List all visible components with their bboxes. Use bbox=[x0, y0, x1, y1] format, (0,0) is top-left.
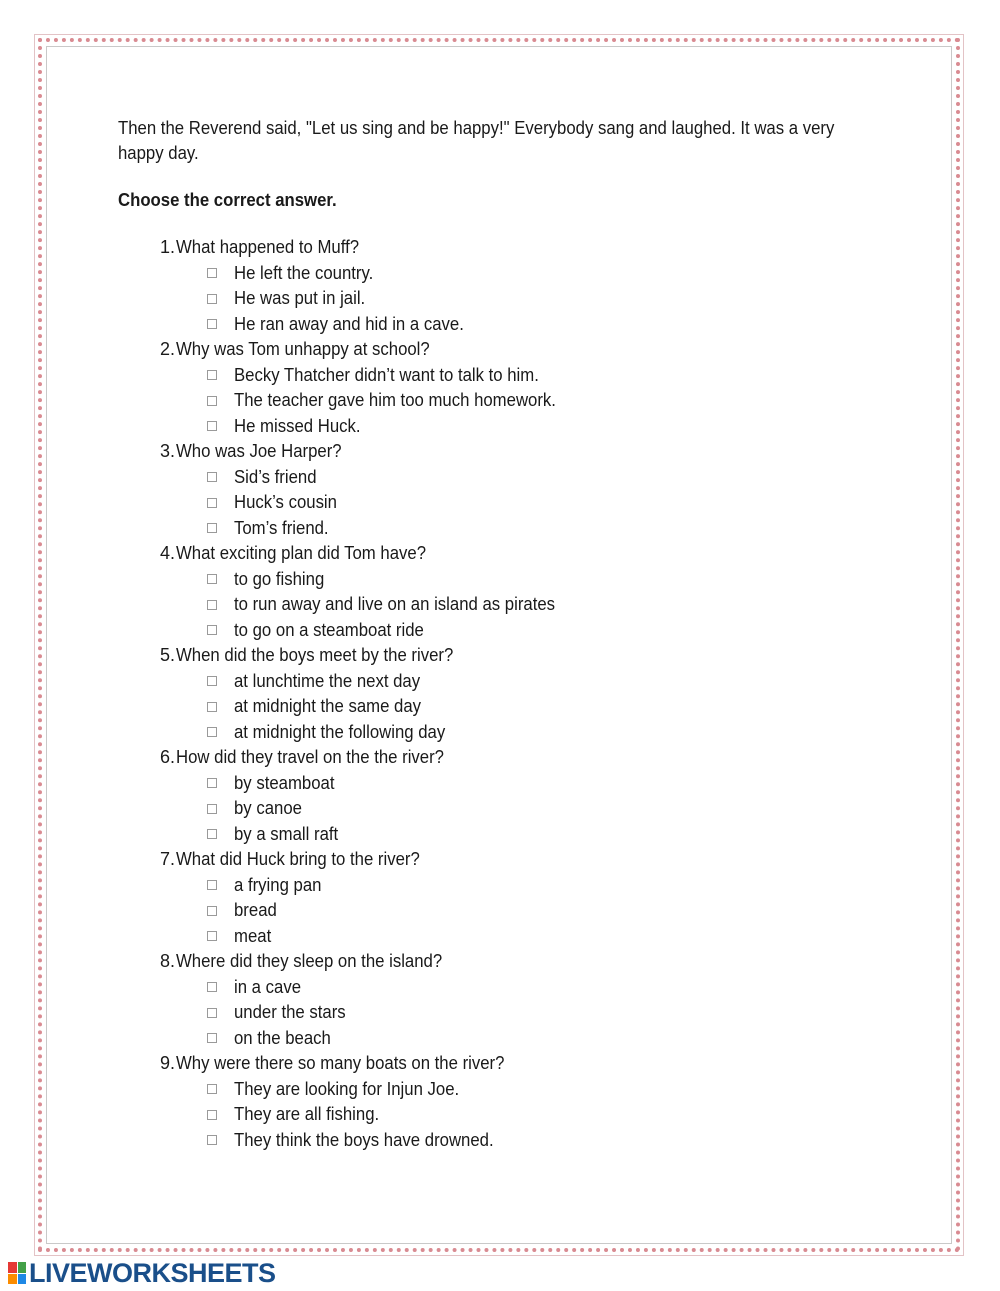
answer-checkbox[interactable] bbox=[207, 702, 217, 712]
answer-options bbox=[118, 465, 878, 542]
question-number bbox=[118, 643, 176, 668]
answer-option-label: They are looking for Injun Joe. bbox=[234, 1078, 460, 1099]
answer-option[interactable] bbox=[118, 924, 878, 950]
question-number bbox=[118, 745, 176, 770]
answer-option[interactable] bbox=[118, 388, 878, 414]
answer-checkbox[interactable] bbox=[207, 931, 217, 941]
answer-option-label: to run away and live on an island as pirates bbox=[234, 594, 556, 615]
question-number bbox=[118, 847, 176, 872]
answer-option-label: Tom’s friend. bbox=[234, 517, 329, 538]
question-row bbox=[118, 949, 878, 975]
answer-option[interactable] bbox=[118, 694, 878, 720]
answer-option[interactable] bbox=[118, 975, 878, 1001]
question-row bbox=[118, 337, 878, 363]
answer-option[interactable] bbox=[118, 567, 878, 593]
liveworksheets-logo-icon bbox=[8, 1262, 26, 1284]
answer-option[interactable] bbox=[118, 898, 878, 924]
answer-checkbox[interactable] bbox=[207, 625, 217, 635]
question-number-label: 8. bbox=[160, 951, 176, 972]
answer-options bbox=[118, 261, 878, 338]
question-item bbox=[118, 541, 878, 643]
question-row bbox=[118, 235, 878, 261]
answer-checkbox[interactable] bbox=[207, 472, 217, 482]
answer-options bbox=[118, 1077, 878, 1154]
question-row bbox=[118, 847, 878, 873]
question-number bbox=[118, 337, 176, 362]
answer-option-label: He left the country. bbox=[234, 262, 374, 283]
question-item bbox=[118, 643, 878, 745]
answer-option-label: at midnight the following day bbox=[234, 721, 446, 742]
question-number bbox=[118, 439, 176, 464]
answer-checkbox[interactable] bbox=[207, 421, 217, 431]
answer-option-label: bread bbox=[234, 900, 277, 921]
answer-checkbox[interactable] bbox=[207, 523, 217, 533]
question-row bbox=[118, 439, 878, 465]
question-item bbox=[118, 745, 878, 847]
question-number-label: 9. bbox=[160, 1053, 176, 1074]
intro-paragraph: Then the Reverend said, "Let us sing and be happy!" Everybody sang and laughed. It was a very happy day. bbox=[118, 118, 835, 163]
answer-checkbox[interactable] bbox=[207, 370, 217, 380]
logo-text: LIVEWORKSHEETS bbox=[29, 1257, 276, 1288]
answer-option-label: under the stars bbox=[234, 1002, 346, 1023]
question-text: Who was Joe Harper? bbox=[176, 441, 342, 462]
answer-checkbox[interactable] bbox=[207, 676, 217, 686]
question-number-label: 2. bbox=[160, 339, 176, 360]
worksheet-content bbox=[118, 116, 878, 1153]
answer-option-label: He missed Huck. bbox=[234, 415, 361, 436]
answer-option-label: on the beach bbox=[234, 1027, 331, 1048]
answer-option[interactable] bbox=[118, 771, 878, 797]
answer-checkbox[interactable] bbox=[207, 1135, 217, 1145]
answer-option-label: He ran away and hid in a cave. bbox=[234, 313, 464, 334]
question-text: Why were there so many boats on the river? bbox=[176, 1053, 505, 1074]
answer-options bbox=[118, 771, 878, 848]
question-item bbox=[118, 1051, 878, 1153]
answer-option-label: They think the boys have drowned. bbox=[234, 1129, 494, 1150]
question-number bbox=[118, 949, 176, 974]
answer-option-label: meat bbox=[234, 925, 272, 946]
answer-option-label: They are all fishing. bbox=[234, 1104, 380, 1125]
answer-option[interactable] bbox=[118, 618, 878, 644]
answer-option[interactable] bbox=[118, 516, 878, 542]
answer-option[interactable] bbox=[118, 312, 878, 338]
answer-checkbox[interactable] bbox=[207, 880, 217, 890]
instruction-heading: Choose the correct answer. bbox=[118, 190, 337, 210]
answer-option-label: The teacher gave him too much homework. bbox=[234, 390, 556, 411]
answer-checkbox[interactable] bbox=[207, 600, 217, 610]
question-item bbox=[118, 949, 878, 1051]
question-item bbox=[118, 337, 878, 439]
answer-checkbox[interactable] bbox=[207, 727, 217, 737]
answer-option-label: at midnight the same day bbox=[234, 696, 422, 717]
question-number-label: 1. bbox=[160, 237, 176, 258]
answer-checkbox[interactable] bbox=[207, 906, 217, 916]
answer-option-label: at lunchtime the next day bbox=[234, 670, 421, 691]
question-number-label: 7. bbox=[160, 849, 176, 870]
answer-checkbox[interactable] bbox=[207, 1110, 217, 1120]
answer-checkbox[interactable] bbox=[207, 1008, 217, 1018]
answer-option-label: by a small raft bbox=[234, 823, 339, 844]
question-row bbox=[118, 1051, 878, 1077]
answer-option-label: to go fishing bbox=[234, 568, 325, 589]
answer-option[interactable] bbox=[118, 363, 878, 389]
answer-option[interactable] bbox=[118, 1000, 878, 1026]
answer-option-label: a frying pan bbox=[234, 874, 322, 895]
answer-options bbox=[118, 669, 878, 746]
question-list bbox=[118, 235, 878, 1153]
answer-option-label: Sid’s friend bbox=[234, 466, 317, 487]
answer-option-label: Becky Thatcher didn’t want to talk to him. bbox=[234, 364, 539, 385]
answer-options bbox=[118, 873, 878, 950]
answer-option[interactable] bbox=[118, 1026, 878, 1052]
answer-checkbox[interactable] bbox=[207, 982, 217, 992]
question-number-label: 5. bbox=[160, 645, 176, 666]
answer-checkbox[interactable] bbox=[207, 574, 217, 584]
answer-checkbox[interactable] bbox=[207, 294, 217, 304]
answer-options bbox=[118, 363, 878, 440]
question-number-label: 3. bbox=[160, 441, 176, 462]
answer-checkbox[interactable] bbox=[207, 829, 217, 839]
answer-checkbox[interactable] bbox=[207, 319, 217, 329]
question-item bbox=[118, 439, 878, 541]
question-row bbox=[118, 541, 878, 567]
answer-option-label: Huck’s cousin bbox=[234, 492, 337, 513]
answer-checkbox[interactable] bbox=[207, 498, 217, 508]
liveworksheets-logo bbox=[8, 1258, 276, 1288]
question-text: How did they travel on the the river? bbox=[176, 747, 444, 768]
answer-option-label: He was put in jail. bbox=[234, 288, 366, 309]
answer-checkbox[interactable] bbox=[207, 396, 217, 406]
question-text: When did the boys meet by the river? bbox=[176, 645, 454, 666]
answer-option-label: in a cave bbox=[234, 976, 302, 997]
answer-option[interactable] bbox=[118, 490, 878, 516]
answer-option[interactable] bbox=[118, 1077, 878, 1103]
question-number-label: 6. bbox=[160, 747, 176, 768]
answer-option[interactable] bbox=[118, 1102, 878, 1128]
question-text: What happened to Muff? bbox=[176, 237, 360, 258]
answer-checkbox[interactable] bbox=[207, 268, 217, 278]
question-number bbox=[118, 541, 176, 566]
question-number bbox=[118, 1051, 176, 1076]
answer-options bbox=[118, 975, 878, 1052]
answer-checkbox[interactable] bbox=[207, 1084, 217, 1094]
question-row bbox=[118, 745, 878, 771]
answer-checkbox[interactable] bbox=[207, 778, 217, 788]
answer-option[interactable] bbox=[118, 414, 878, 440]
answer-option-label: by steamboat bbox=[234, 772, 335, 793]
answer-option[interactable] bbox=[118, 592, 878, 618]
question-number-label: 4. bbox=[160, 543, 176, 564]
answer-options bbox=[118, 567, 878, 644]
answer-option-label: by canoe bbox=[234, 798, 302, 819]
answer-option[interactable] bbox=[118, 465, 878, 491]
answer-option-label: to go on a steamboat ride bbox=[234, 619, 424, 640]
answer-option[interactable] bbox=[118, 873, 878, 899]
question-number bbox=[118, 235, 176, 260]
question-row bbox=[118, 643, 878, 669]
question-text: What exciting plan did Tom have? bbox=[176, 543, 427, 564]
answer-checkbox[interactable] bbox=[207, 804, 217, 814]
answer-option[interactable] bbox=[118, 1128, 878, 1154]
answer-option[interactable] bbox=[118, 822, 878, 848]
question-text: What did Huck bring to the river? bbox=[176, 849, 420, 870]
answer-checkbox[interactable] bbox=[207, 1033, 217, 1043]
answer-option[interactable] bbox=[118, 720, 878, 746]
answer-option[interactable] bbox=[118, 261, 878, 287]
question-text: Why was Tom unhappy at school? bbox=[176, 339, 430, 360]
question-text: Where did they sleep on the island? bbox=[176, 951, 443, 972]
answer-option[interactable] bbox=[118, 286, 878, 312]
answer-option[interactable] bbox=[118, 669, 878, 695]
question-item bbox=[118, 847, 878, 949]
question-item bbox=[118, 235, 878, 337]
answer-option[interactable] bbox=[118, 796, 878, 822]
